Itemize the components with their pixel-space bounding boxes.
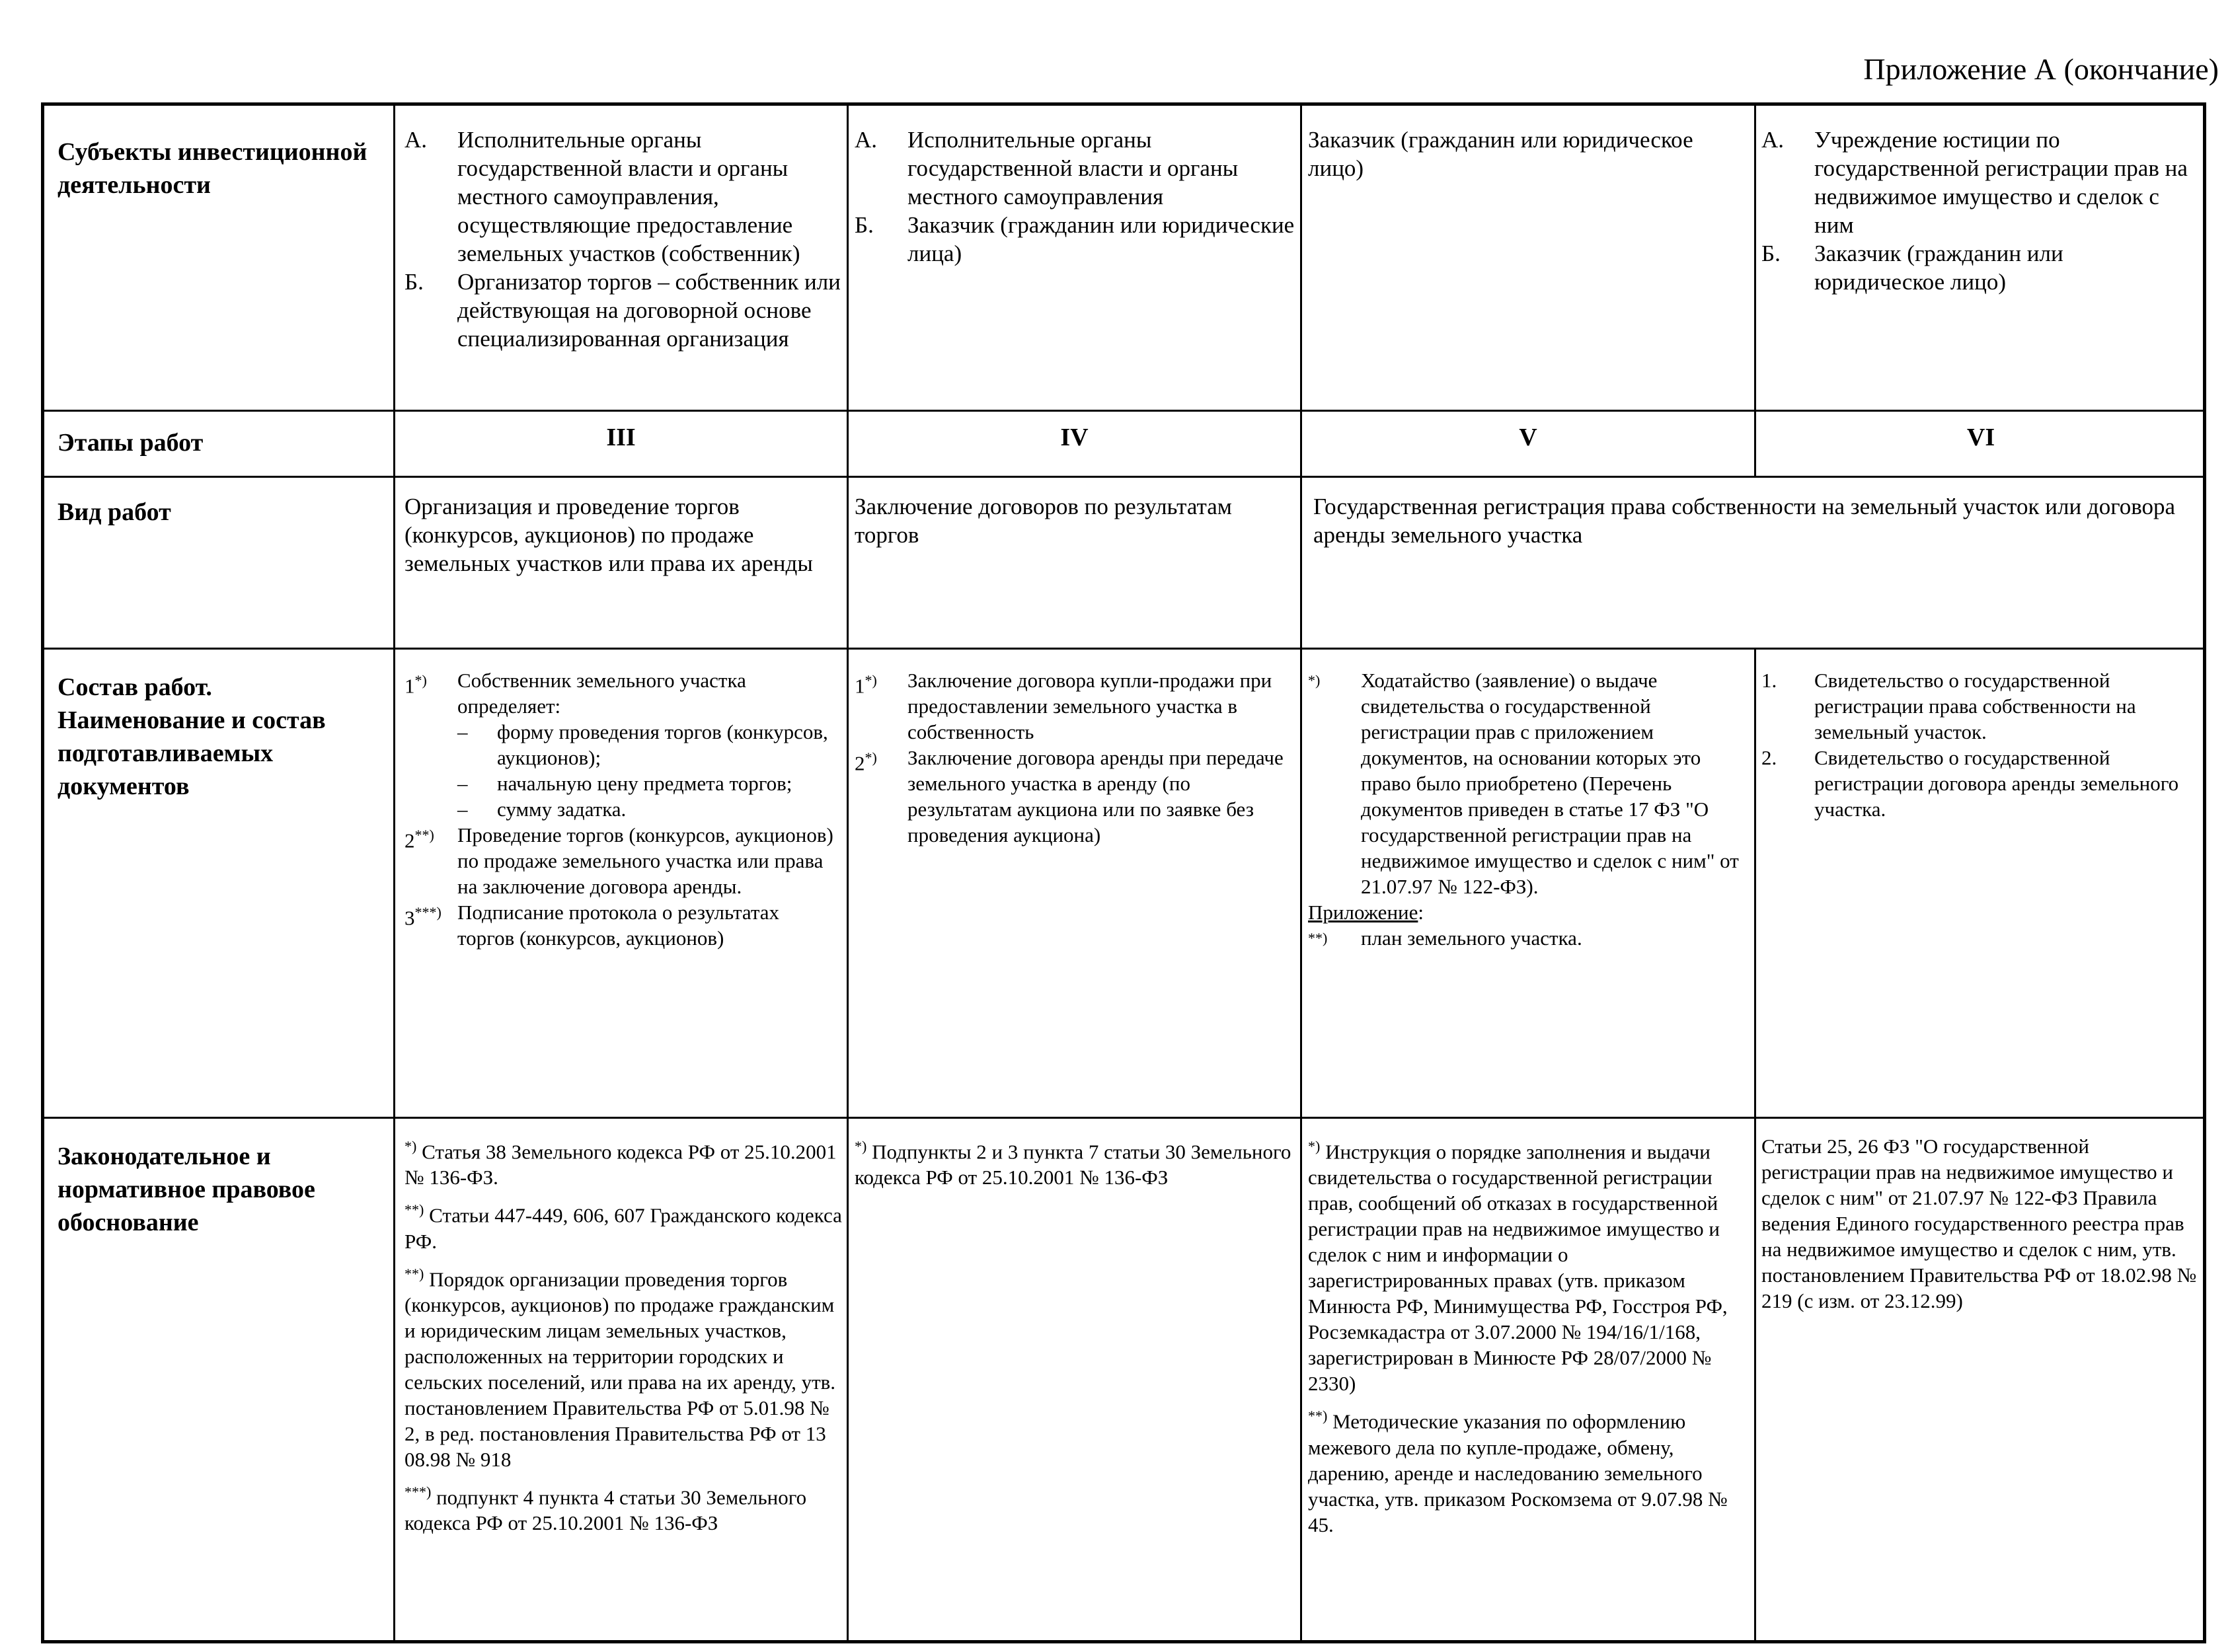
footnote-sup: **) <box>1308 930 1328 946</box>
dash-item: форму проведения торгов (конкурсов, аукционов); <box>497 720 828 769</box>
appendix-colon: : <box>1418 901 1424 924</box>
row-header-legal: Законодательное и нормативное правовое обоснование <box>58 1143 315 1236</box>
footnote-sup: *) <box>865 672 877 689</box>
footnote-sup: *) <box>1308 1138 1321 1154</box>
footnote-sup: ***) <box>414 904 442 920</box>
footnote-sup: *) <box>414 672 427 689</box>
item-text: Свидетельство о государственной регистрации права собственности на земельный участок. <box>1814 669 2136 743</box>
subjects-cell-4 <box>1761 126 2198 296</box>
footnote-sup: **) <box>1308 1408 1328 1425</box>
item-marker: 3 <box>404 906 415 930</box>
composition-cell-3 <box>1308 667 1748 956</box>
column-divider <box>1300 106 1302 1640</box>
subjects-cell-2 <box>855 126 1297 268</box>
composition-cell-1: 1*) Собственник земельного участка определяет: – форму проведения торгов (конкурсов, аукционов); – начальную цену предмета торгов; – сумму задатка. 2**) Проведение торгов (конкурсов, аукционов) по продаже земельного участка или права на заключение договора аренды. 3***) Подписание протокола о результатах торгов (конкурсов, аукционов) <box>404 667 841 951</box>
row-divider <box>44 410 2203 412</box>
item-text: Подписание протокола о результатах торгов (конкурсов, аукционов) <box>457 901 780 950</box>
dash-item: сумму задатка. <box>497 798 627 821</box>
item-marker: А. <box>1761 127 1785 153</box>
work-type-cell-1: Организация и проведение торгов (конкурсов, аукционов) по продаже земельных участков или права их аренды <box>404 494 813 576</box>
appendix-label: Приложение <box>1308 901 1418 924</box>
item-text: Организатор торгов – собственник или действующая на договорной основе специализированная организация <box>457 269 841 352</box>
legal-cell-3 <box>1308 1133 1748 1544</box>
item-text: Свидетельство о государственной регистрации договора аренды земельного участка. <box>1814 746 2179 821</box>
composition-cell-2 <box>855 667 1294 848</box>
item-marker: 2. <box>1761 746 1777 769</box>
item-text: Проведение торгов (конкурсов, аукционов) по продаже земельного участка или права на заключение договора аренды. <box>457 823 833 898</box>
legal-cell-2 <box>855 1133 1294 1197</box>
footnote-sup: ***) <box>404 1483 432 1500</box>
item-text: Заключение договора купли-продажи при предоставлении земельного участка в собственность <box>907 669 1272 743</box>
item-marker: А. <box>855 127 878 153</box>
footnote-sup: *) <box>1308 672 1321 689</box>
legal-text: Статья 38 Земельного кодекса РФ от 25.10.2001 № 136-ФЗ. <box>404 1140 837 1189</box>
item-marker: Б. <box>1761 241 1781 266</box>
row-divider <box>44 648 2203 650</box>
column-divider <box>393 106 395 1640</box>
stage-label: VI <box>1966 424 1995 451</box>
row-header-composition: Состав работ. Наименование и состав подготавливаемых документов <box>58 673 326 800</box>
work-type-cell-merged: Государственная регистрация права собственности на земельный участок или договора аренды земельного участка <box>1313 494 2176 548</box>
footnote-sup: *) <box>855 1138 867 1154</box>
row-header-subjects: Субъекты инвестиционной деятельности <box>58 138 367 199</box>
item-text: Заказчик (гражданин или юридическое лицо) <box>1814 241 2063 295</box>
row-header-work-type: Вид работ <box>58 498 171 526</box>
footnote-sup: **) <box>414 827 434 843</box>
column-divider <box>1754 106 1756 476</box>
column-divider <box>1754 648 1756 1640</box>
stage-label: V <box>1519 424 1537 451</box>
item-marker: 1 <box>855 674 865 698</box>
legal-text: Подпункты 2 и 3 пункта 7 статьи 30 Земельного кодекса РФ от 25.10.2001 № 136-ФЗ <box>855 1140 1291 1189</box>
item-marker: 1 <box>404 674 415 698</box>
legal-text: подпункт 4 пункта 4 статьи 30 Земельного кодекса РФ от 25.10.2001 № 136-ФЗ <box>404 1485 807 1535</box>
item-marker: Б. <box>855 212 874 238</box>
row-divider <box>44 1117 2203 1119</box>
item-text: Заключение договора аренды при передаче земельного участка в аренду (по результатам аукциона или по заявке без проведения аукциона) <box>907 746 1284 846</box>
item-text: план земельного участка. <box>1361 926 1582 950</box>
footnote-sup: *) <box>865 749 877 766</box>
work-type-cell-2: Заключение договоров по результатам торгов <box>855 494 1232 548</box>
item-marker: 2 <box>855 751 865 775</box>
item-marker: А. <box>404 127 428 153</box>
item-marker: 2 <box>404 829 415 852</box>
item-text: Заказчик (гражданин или юридические лица) <box>907 212 1295 266</box>
item-marker: Б. <box>404 269 424 295</box>
legal-text: Методические указания по оформлению межевого дела по купле-продаже, обмену, дарению, аренде и наследованию земельного участка, утв. приказом Роскомзема от 9.07.98 № 45. <box>1308 1409 1728 1536</box>
stage-label: III <box>606 424 636 451</box>
appendix-table <box>41 102 2206 1643</box>
legal-text: Порядок организации проведения торгов (конкурсов, аукционов) по продаже гражданским и юридическим лицам земельных участков, расположенных на территории городских и сельских поселений, или права на их аренду, утв. постановлением Правительства РФ от 5.01.98 № 2, в ред. постановления Правительства РФ от 13 08.98 № 918 <box>404 1267 836 1471</box>
composition-cell-4 <box>1761 667 2201 822</box>
item-text: Учреждение юстиции по государственной регистрации прав на недвижимое имущество и сделок с ним <box>1814 127 2188 238</box>
appendix-caption: Приложение А (окончание) <box>1863 52 2219 86</box>
stage-label: IV <box>1060 424 1089 451</box>
legal-text: Инструкция о порядке заполнения и выдачи свидетельства о государственной регистрации прав, сообщений об отказах в государственной регистрации прав на недвижимое имущество и сделок с ним и информации о зарегистрированных правах (утв. приказом Минюста РФ, Минимущества РФ, Госстроя РФ, Росземкадастра от 3.07.2000 № 194/16/1/168, зарегистрирован в Минюсте РФ 28/07/2000 № 2330) <box>1308 1140 1728 1396</box>
footnote-sup: *) <box>404 1138 417 1154</box>
row-header-stages: Этапы работ <box>58 429 204 457</box>
item-text: Исполнительные органы государственной власти и органы местного самоуправления, осуществляющие предоставление земельных участков (собственник) <box>457 127 800 266</box>
item-text: Исполнительные органы государственной власти и органы местного самоуправления <box>907 127 1239 209</box>
dash-item: начальную цену предмета торгов; <box>497 772 792 795</box>
legal-cell-1 <box>404 1133 844 1542</box>
row-divider <box>44 476 2203 478</box>
footnote-sup: **) <box>404 1201 424 1219</box>
legal-text: Статьи 447-449, 606, 607 Гражданского кодекса РФ. <box>404 1203 842 1253</box>
footnote-sup: **) <box>404 1265 424 1282</box>
item-text: Собственник земельного участка определяет: <box>457 669 746 718</box>
subjects-cell-3: Заказчик (гражданин или юридическое лицо) <box>1308 127 1693 181</box>
legal-cell-4: Статьи 25, 26 ФЗ "О государственной регистрации прав на недвижимое имущество и сделок с ним" от 21.07.97 № 122-ФЗ Правила ведения Единого государственного реестра прав на недвижимое имущество и сделок с ним, утв. постановлением Правительства РФ от 18.02.98 № 219 (с изм. от 23.12.99) <box>1761 1135 2197 1312</box>
subjects-cell-1 <box>404 126 847 353</box>
item-text: Ходатайство (заявление) о выдаче свидетельства о государственной регистрации прав с приложением документов, на основании которых это право было приобретено (Перечень документов приведен в статье 17 ФЗ "О государственной регистрации прав на недвижимое имущество и сделок с ним" от 21.07.97 № 122-ФЗ). <box>1361 669 1739 898</box>
item-marker: 1. <box>1761 669 1777 692</box>
